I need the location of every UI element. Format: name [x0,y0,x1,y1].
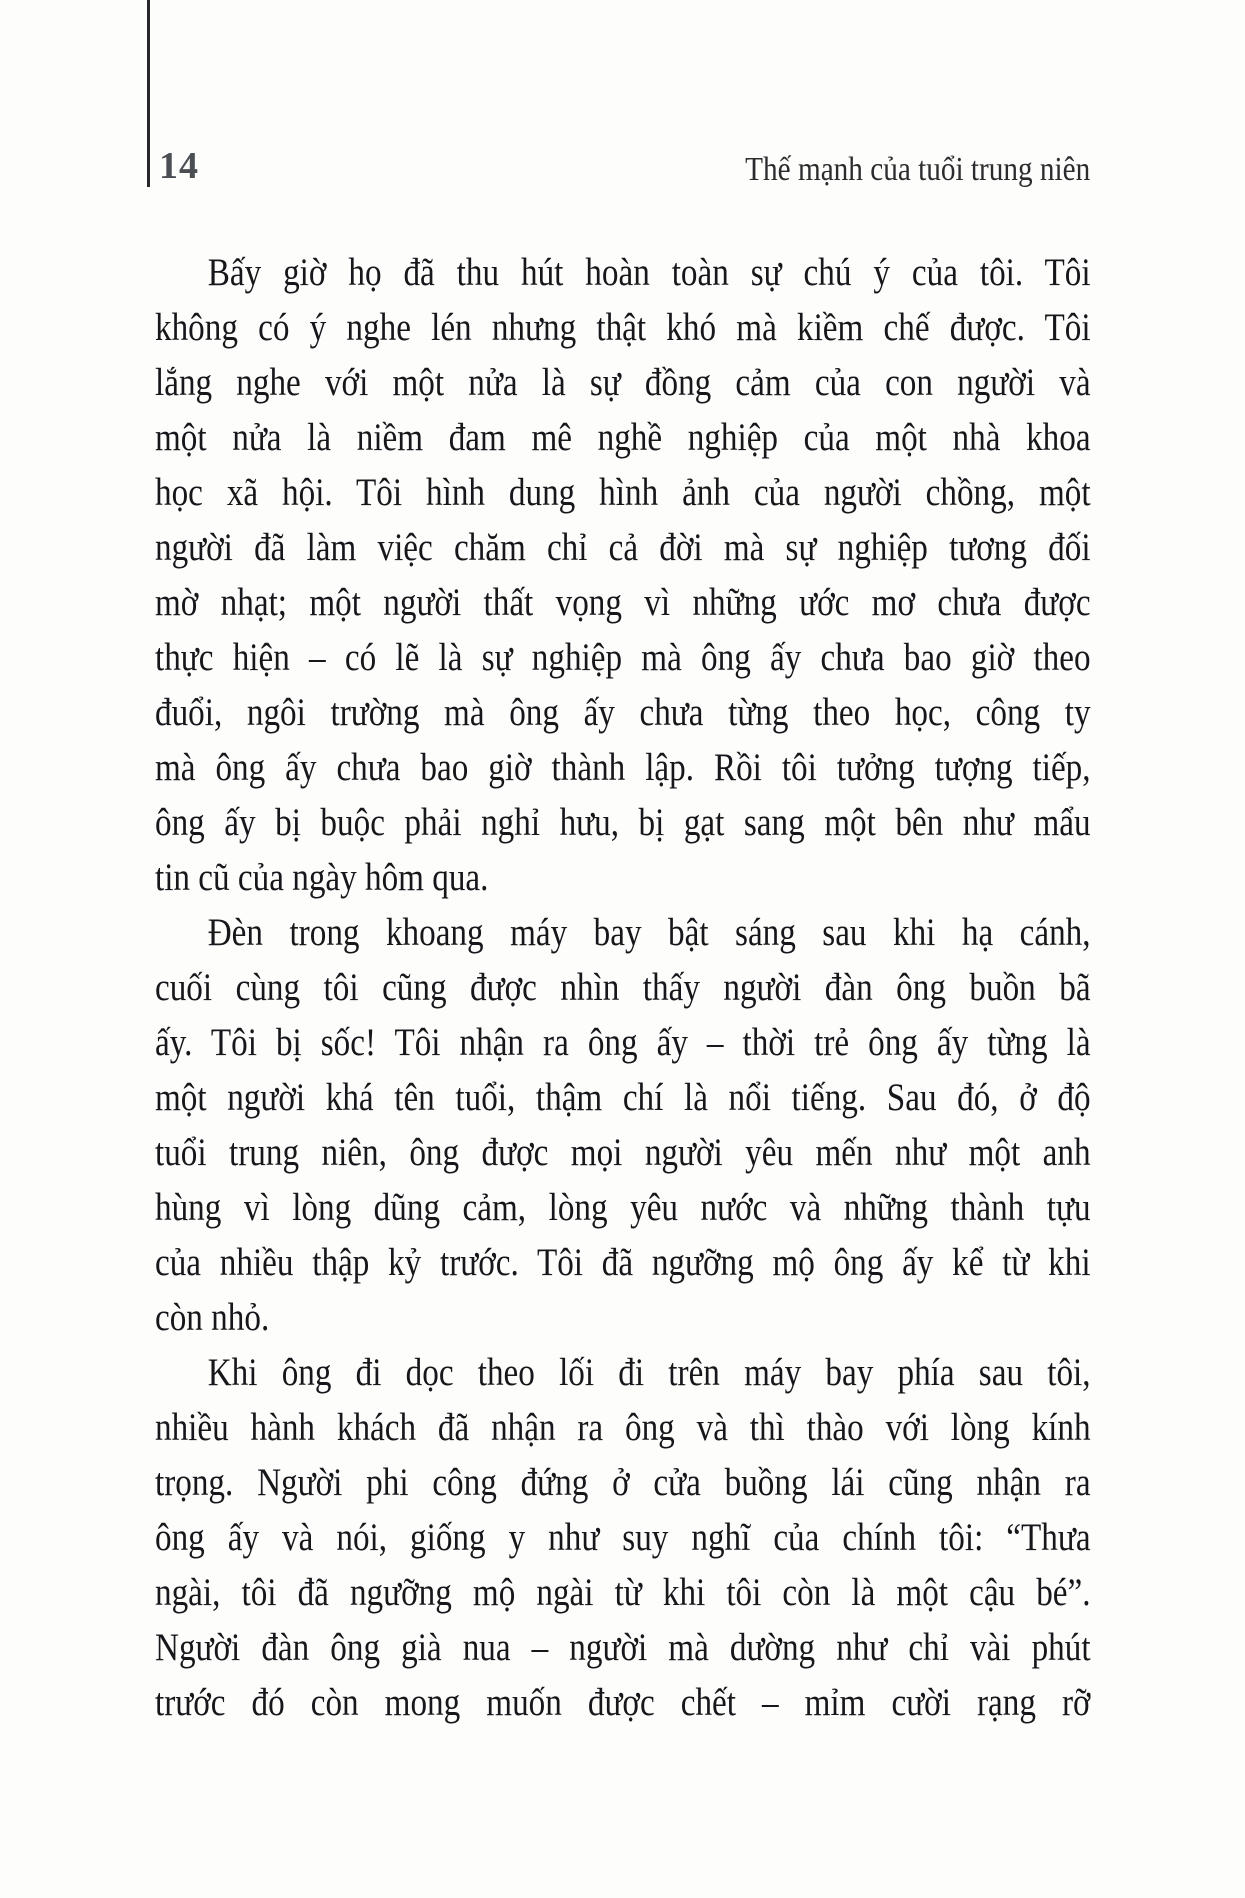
paragraph [155,245,1091,905]
text-line: của nhiều thập kỷ trước. Tôi đã ngưỡng mộ ông ấy kể từ khi [155,1241,1091,1284]
running-header-title: Thế mạnh của tuổi trung niên [744,151,1090,188]
text-line: không có ý nghe lén nhưng thật khó mà kiềm chế được. Tôi [155,306,1091,349]
text-line: đuổi, ngôi trường mà ông ấy chưa từng theo học, công ty [155,691,1091,734]
text-line: Người đàn ông già nua – người mà dường như chỉ vài phút [155,1626,1091,1669]
paragraph [155,905,1091,1345]
page-body [155,245,1091,1730]
text-line: học xã hội. Tôi hình dung hình ảnh của người chồng, một [155,471,1091,514]
text-line: Đèn trong khoang máy bay bật sáng sau khi hạ cánh, [207,911,1091,954]
text-line: ông ấy bị buộc phải nghỉ hưu, bị gạt sang một bên như mẩu [155,801,1091,844]
text-line: thực hiện – có lẽ là sự nghiệp mà ông ấy chưa bao giờ theo [155,636,1091,679]
text-line: Khi ông đi dọc theo lối đi trên máy bay phía sau tôi, [207,1351,1091,1394]
page-number: 14 [159,145,199,187]
text-line: hùng vì lòng dũng cảm, lòng yêu nước và những thành tựu [155,1186,1091,1229]
text-line: trọng. Người phi công đứng ở cửa buồng lái cũng nhận ra [155,1461,1091,1504]
paragraph [155,1345,1091,1730]
text-line: tin cũ của ngày hôm qua. [155,856,489,899]
text-line: mờ nhạt; một người thất vọng vì những ước mơ chưa được [155,581,1091,624]
text-line: một nửa là niềm đam mê nghề nghiệp của một nhà khoa [155,416,1091,459]
text-line: tuổi trung niên, ông được mọi người yêu mến như một anh [155,1131,1091,1174]
margin-rule [147,0,150,187]
text-line: lắng nghe với một nửa là sự đồng cảm của con người và [155,361,1091,404]
text-line: ấy. Tôi bị sốc! Tôi nhận ra ông ấy – thời trẻ ông ấy từng là [155,1021,1091,1064]
text-line: còn nhỏ. [155,1296,270,1339]
text-line: mà ông ấy chưa bao giờ thành lập. Rồi tôi tưởng tượng tiếp, [155,746,1091,789]
text-line: ông ấy và nói, giống y như suy nghĩ của chính tôi: “Thưa [155,1516,1091,1559]
text-line: người đã làm việc chăm chỉ cả đời mà sự nghiệp tương đối [155,526,1091,569]
text-line: trước đó còn mong muốn được chết – mỉm cười rạng rỡ [155,1681,1091,1724]
text-line: cuối cùng tôi cũng được nhìn thấy người đàn ông buồn bã [155,966,1091,1009]
text-line: nhiều hành khách đã nhận ra ông và thì thào với lòng kính [155,1406,1091,1449]
text-line: Bấy giờ họ đã thu hút hoàn toàn sự chú ý của tôi. Tôi [207,251,1091,294]
text-line: một người khá tên tuổi, thậm chí là nổi tiếng. Sau đó, ở độ [155,1076,1091,1119]
text-line: ngài, tôi đã ngưỡng mộ ngài từ khi tôi còn là một cậu bé”. [155,1571,1091,1614]
